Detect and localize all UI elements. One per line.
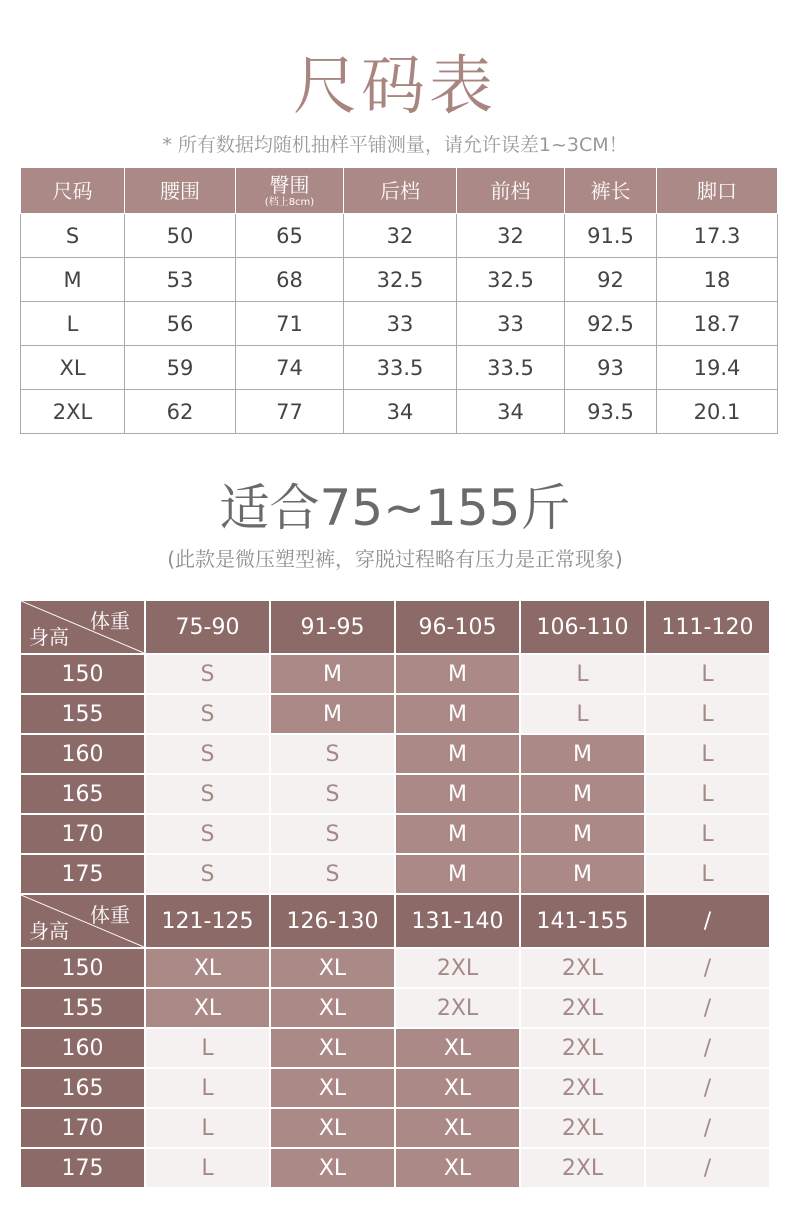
recommended-size-cell: S: [145, 734, 270, 774]
size-chart-cell: 20.1: [657, 390, 778, 434]
size-chart-cell: 68: [236, 258, 344, 302]
size-chart-row: [21, 390, 778, 434]
recommended-size-cell: L: [645, 694, 770, 734]
fit-row: [20, 654, 770, 694]
weight-range-header: 91-95: [270, 600, 395, 654]
height-label: 身高: [29, 625, 69, 649]
recommended-size-cell: S: [145, 854, 270, 894]
recommended-size-cell: M: [395, 694, 520, 734]
header-cell: [657, 168, 778, 214]
recommended-size-cell: 2XL: [395, 988, 520, 1028]
recommended-size-cell: S: [145, 654, 270, 694]
fit-row: [20, 854, 770, 894]
weight-label: 体重: [90, 903, 130, 927]
fit-row: [20, 988, 770, 1028]
height-value: 160: [20, 1028, 145, 1068]
recommended-size-cell: S: [270, 774, 395, 814]
size-chart-cell: 19.4: [657, 346, 778, 390]
recommended-size-cell: L: [520, 694, 645, 734]
size-chart-cell: 34: [457, 390, 565, 434]
recommended-size-cell: XL: [395, 1108, 520, 1148]
height-value: 150: [20, 654, 145, 694]
recommended-size-cell: M: [270, 654, 395, 694]
recommended-size-cell: S: [145, 694, 270, 734]
recommended-size-cell: M: [395, 814, 520, 854]
recommended-size-cell: M: [395, 654, 520, 694]
size-chart-cell: 32.5: [344, 258, 457, 302]
size-chart-cell: 32.5: [457, 258, 565, 302]
size-chart-row: [21, 302, 778, 346]
weight-range-header: 121-125: [145, 894, 270, 948]
header-label: 后档: [380, 178, 420, 203]
recommended-size-cell: L: [645, 654, 770, 694]
recommended-size-cell: /: [645, 1028, 770, 1068]
recommended-size-cell: XL: [395, 1148, 520, 1188]
height-value: 170: [20, 814, 145, 854]
recommended-size-cell: L: [520, 654, 645, 694]
recommended-size-cell: XL: [270, 1068, 395, 1108]
size-chart-cell: 71: [236, 302, 344, 346]
header-cell: [344, 168, 457, 214]
recommended-size-cell: L: [645, 774, 770, 814]
recommended-size-cell: /: [645, 1148, 770, 1188]
recommended-size-cell: L: [645, 734, 770, 774]
size-chart-cell: 93: [565, 346, 657, 390]
size-chart-cell: 65: [236, 214, 344, 258]
recommended-size-cell: L: [645, 814, 770, 854]
size-chart-cell: 2XL: [21, 390, 125, 434]
size-chart-row: [21, 258, 778, 302]
height-value: 150: [20, 948, 145, 988]
weight-range-header: 126-130: [270, 894, 395, 948]
fit-row: [20, 694, 770, 734]
header-label: 尺码: [52, 178, 93, 203]
fit-row: [20, 734, 770, 774]
height-value: 160: [20, 734, 145, 774]
recommended-size-cell: M: [520, 734, 645, 774]
height-value: 170: [20, 1108, 145, 1148]
recommended-size-cell: 2XL: [520, 988, 645, 1028]
size-chart-cell: 53: [125, 258, 236, 302]
fit-row: [20, 1108, 770, 1148]
weight-range-title: 适合75~155斤: [219, 479, 571, 537]
header-cell: [565, 168, 657, 214]
weight-range-header: /: [645, 894, 770, 948]
recommended-size-cell: XL: [395, 1068, 520, 1108]
weight-range-header: 75-90: [145, 600, 270, 654]
size-chart-header-row: [21, 168, 778, 214]
header-label: 腰围: [160, 178, 200, 203]
size-chart-cell: 33: [457, 302, 565, 346]
corner-header: [20, 600, 145, 654]
corner-header: [20, 894, 145, 948]
size-chart-cell: 32: [344, 214, 457, 258]
size-chart-cell: 32: [457, 214, 565, 258]
size-chart-cell: 93.5: [565, 390, 657, 434]
recommended-size-cell: L: [145, 1028, 270, 1068]
header-cell: [21, 168, 125, 214]
recommended-size-cell: L: [645, 854, 770, 894]
header-label: 裤长: [590, 178, 631, 203]
size-chart-cell: L: [21, 302, 125, 346]
page-title: 尺码表: [293, 50, 497, 124]
recommended-size-cell: M: [270, 694, 395, 734]
recommended-size-cell: M: [395, 734, 520, 774]
recommended-size-cell: 2XL: [520, 1068, 645, 1108]
fit-note: (此款是微压塑型裤，穿脱过程略有压力是正常现象): [167, 547, 623, 571]
size-chart-cell: 92: [565, 258, 657, 302]
recommended-size-cell: XL: [270, 1148, 395, 1188]
recommended-size-cell: 2XL: [520, 1108, 645, 1148]
size-chart-cell: 59: [125, 346, 236, 390]
recommended-size-cell: M: [395, 854, 520, 894]
height-value: 165: [20, 1068, 145, 1108]
recommended-size-cell: S: [270, 734, 395, 774]
recommended-size-cell: 2XL: [520, 948, 645, 988]
recommended-size-cell: XL: [145, 988, 270, 1028]
header-label: 臀围: [269, 172, 310, 197]
weight-range-header: 111-120: [645, 600, 770, 654]
height-value: 155: [20, 694, 145, 734]
size-chart-cell: 18.7: [657, 302, 778, 346]
size-chart-cell: 77: [236, 390, 344, 434]
recommended-size-cell: /: [645, 1108, 770, 1148]
size-chart-body: [21, 214, 778, 434]
fit-row: [20, 1068, 770, 1108]
recommended-size-cell: S: [145, 774, 270, 814]
header-cell: [457, 168, 565, 214]
size-chart-cell: 62: [125, 390, 236, 434]
fit-header-row: [20, 600, 770, 654]
size-chart-row: [21, 346, 778, 390]
weight-range-header: 96-105: [395, 600, 520, 654]
recommended-size-cell: /: [645, 988, 770, 1028]
recommended-size-cell: M: [520, 774, 645, 814]
recommended-size-cell: 2XL: [520, 1028, 645, 1068]
header-label: 前档: [490, 178, 531, 203]
size-chart-cell: XL: [21, 346, 125, 390]
size-chart-cell: S: [21, 214, 125, 258]
weight-range-header: 141-155: [520, 894, 645, 948]
recommended-size-cell: XL: [270, 1028, 395, 1068]
height-value: 175: [20, 854, 145, 894]
recommended-size-cell: S: [270, 854, 395, 894]
height-value: 155: [20, 988, 145, 1028]
size-chart-row: [21, 214, 778, 258]
size-chart-cell: 92.5: [565, 302, 657, 346]
fit-row: [20, 1148, 770, 1188]
recommended-size-cell: XL: [270, 948, 395, 988]
recommended-size-cell: M: [520, 854, 645, 894]
size-chart-cell: 74: [236, 346, 344, 390]
fit-row: [20, 774, 770, 814]
fit-row: [20, 1028, 770, 1068]
header-cell: [125, 168, 236, 214]
recommended-size-cell: S: [270, 814, 395, 854]
recommended-size-cell: /: [645, 948, 770, 988]
height-value: 175: [20, 1148, 145, 1188]
recommended-size-cell: L: [145, 1148, 270, 1188]
recommended-size-cell: S: [145, 814, 270, 854]
size-chart-cell: 33.5: [457, 346, 565, 390]
header-cell: [236, 168, 344, 214]
recommended-size-cell: XL: [270, 1108, 395, 1148]
size-chart-cell: 18: [657, 258, 778, 302]
recommended-size-cell: M: [395, 774, 520, 814]
recommended-size-cell: /: [645, 1068, 770, 1108]
recommended-size-cell: 2XL: [395, 948, 520, 988]
header-sublabel: (档上8cm): [264, 196, 315, 208]
size-chart-cell: 34: [344, 390, 457, 434]
weight-label: 体重: [90, 609, 130, 633]
recommended-size-cell: M: [520, 814, 645, 854]
recommended-size-cell: L: [145, 1068, 270, 1108]
recommended-size-cell: XL: [145, 948, 270, 988]
height-value: 165: [20, 774, 145, 814]
recommended-size-cell: XL: [270, 988, 395, 1028]
recommended-size-cell: XL: [395, 1028, 520, 1068]
measurement-note: * 所有数据均随机抽样平铺测量，请允许误差1~3CM！: [162, 134, 628, 156]
size-chart-table: [20, 167, 778, 434]
size-chart-cell: 17.3: [657, 214, 778, 258]
size-chart-cell: 56: [125, 302, 236, 346]
size-chart-cell: 33.5: [344, 346, 457, 390]
weight-range-header: 131-140: [395, 894, 520, 948]
recommended-size-cell: 2XL: [520, 1148, 645, 1188]
size-chart-cell: 33: [344, 302, 457, 346]
weight-range-header: 106-110: [520, 600, 645, 654]
fit-header-row: [20, 894, 770, 948]
size-chart-cell: 91.5: [565, 214, 657, 258]
size-chart-cell: 50: [125, 214, 236, 258]
fit-recommendation-grid: [20, 600, 770, 1188]
height-label: 身高: [29, 919, 69, 943]
fit-row: [20, 948, 770, 988]
header-label: 脚口: [697, 178, 737, 203]
size-chart-cell: M: [21, 258, 125, 302]
fit-row: [20, 814, 770, 854]
recommended-size-cell: L: [145, 1108, 270, 1148]
